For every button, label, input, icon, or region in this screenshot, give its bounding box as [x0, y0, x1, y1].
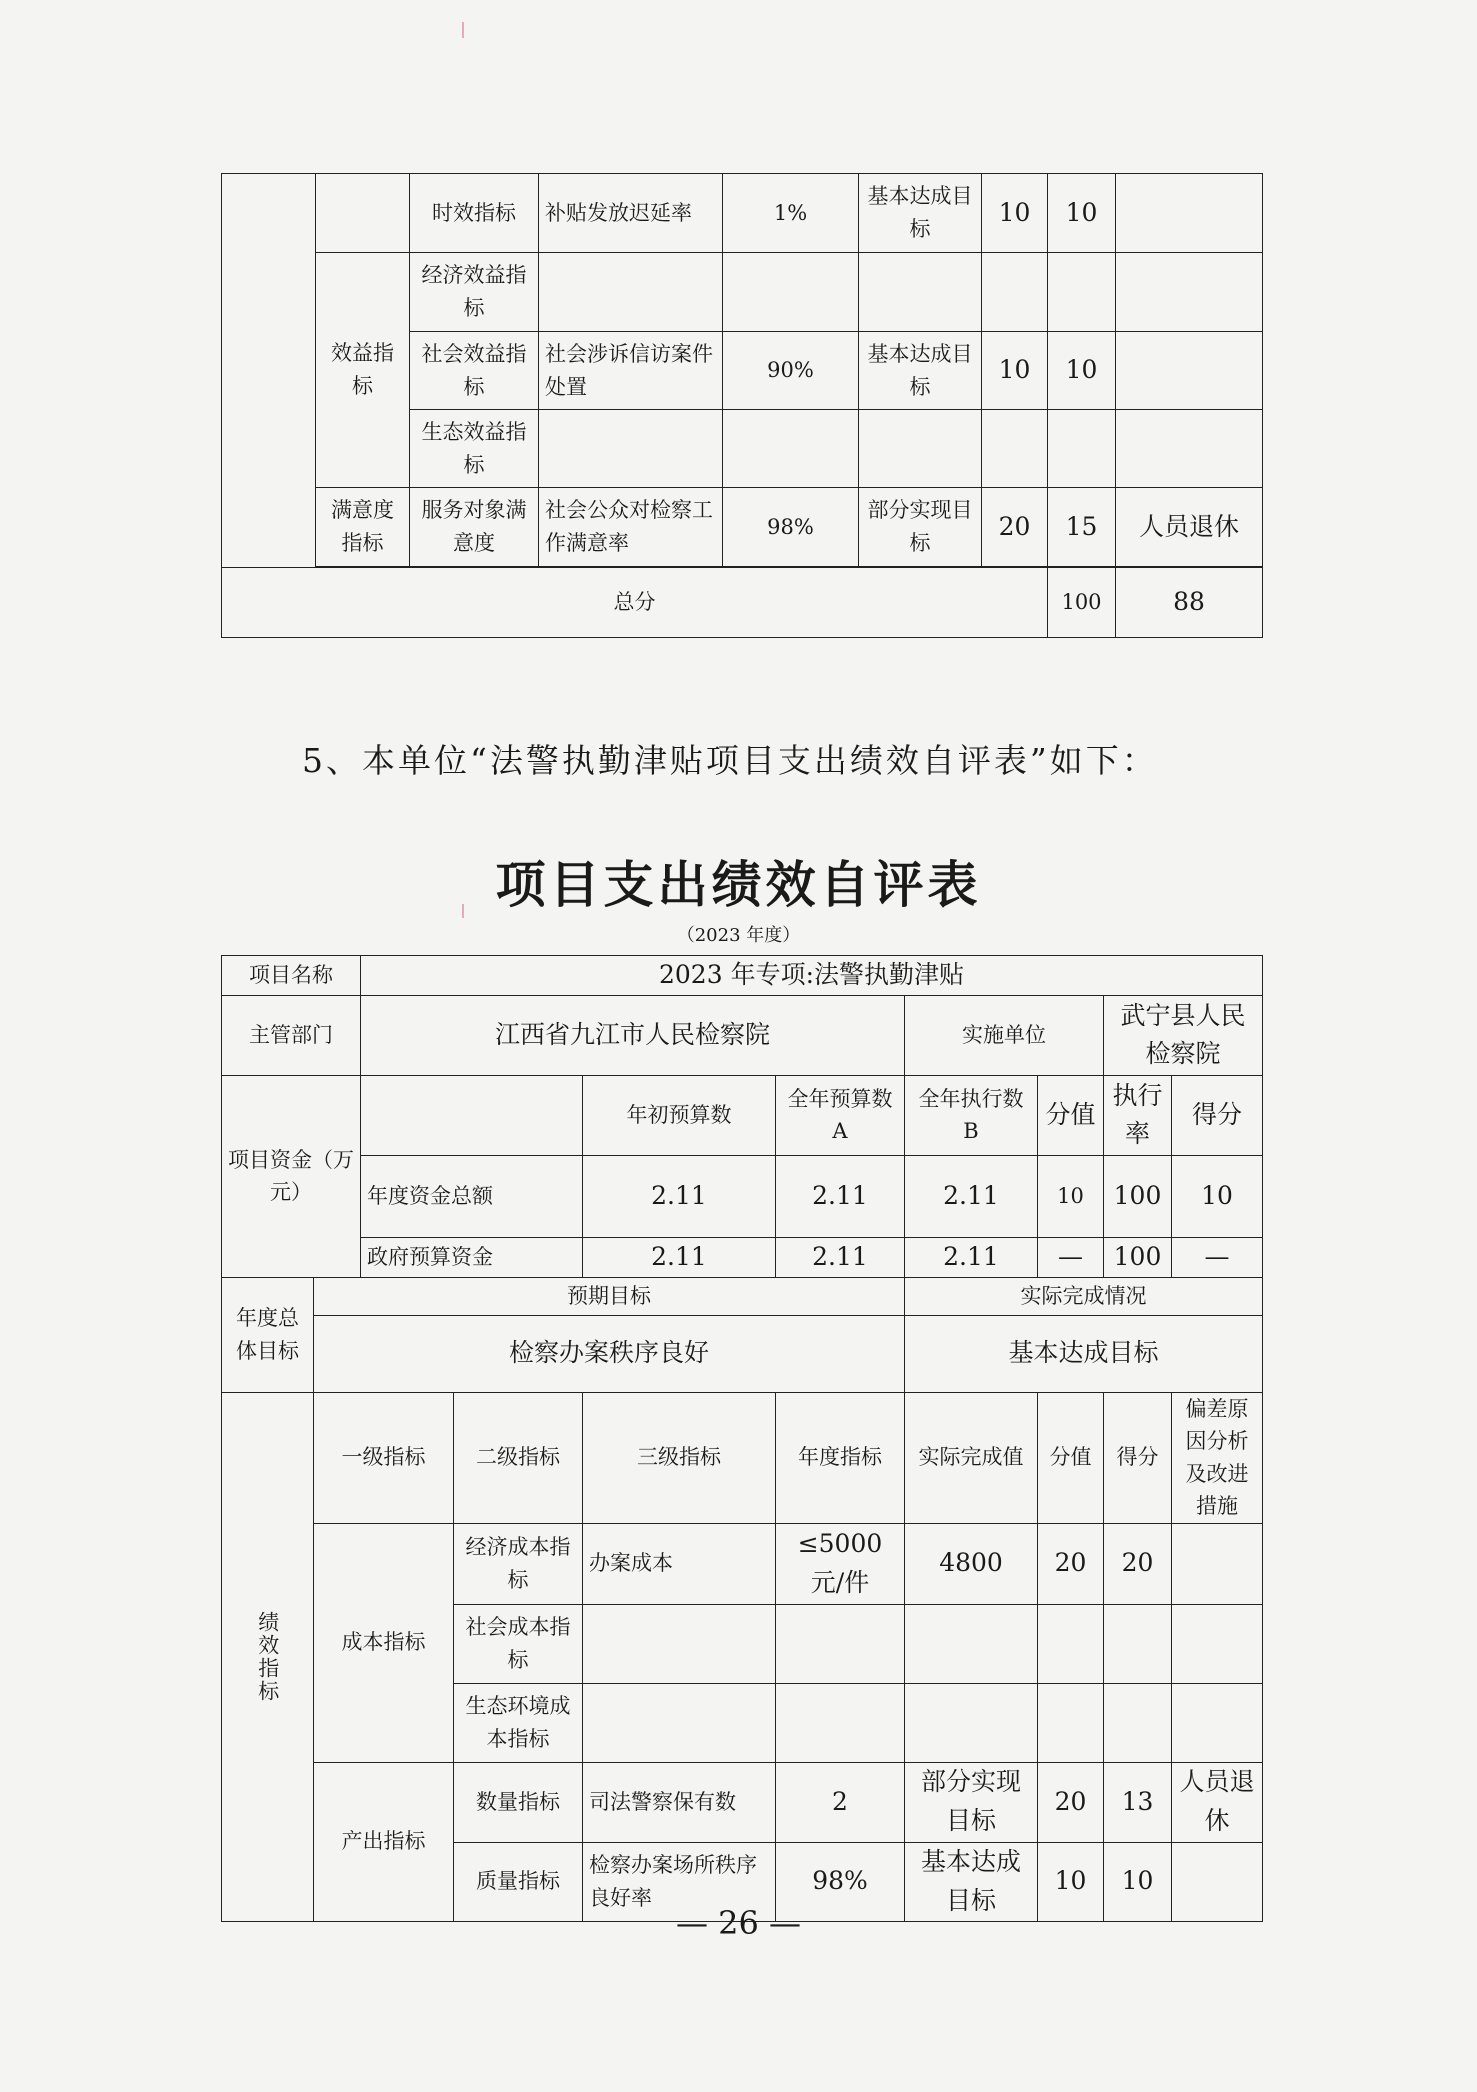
score: 10 — [1104, 1842, 1172, 1921]
project-name-label: 项目名称 — [222, 956, 361, 996]
fund-annual: 2.11 — [776, 1237, 905, 1277]
cost-label: 成本指标 — [314, 1523, 454, 1762]
total-value: 100 — [1048, 568, 1116, 638]
impl-label: 实施单位 — [905, 995, 1104, 1075]
dept-label: 主管部门 — [222, 995, 361, 1075]
reason — [1172, 1683, 1263, 1762]
fund-header-row — [222, 1075, 1263, 1155]
score: 13 — [1104, 1762, 1172, 1842]
score-value: 20 — [1038, 1762, 1104, 1842]
fund-rate: 100 — [1104, 1155, 1172, 1237]
indicator-header-row — [222, 1392, 1263, 1523]
fund-initial: 2.11 — [583, 1155, 776, 1237]
goal-row — [222, 1315, 1263, 1392]
indicator-l3: 社会公众对检察工作满意率 — [539, 488, 723, 567]
fund-header-annual: 全年预算数 A — [776, 1075, 905, 1155]
fund-score: 10 — [1172, 1155, 1263, 1237]
target-value: 90% — [723, 332, 859, 410]
table-row — [222, 488, 1263, 567]
score-value: 20 — [1038, 1523, 1104, 1604]
indicator-l2: 服务对象满意度 — [410, 488, 539, 567]
score-value: 10 — [982, 174, 1048, 253]
reason — [1116, 332, 1263, 410]
score-value — [982, 410, 1048, 488]
header-reason: 偏差原因分析及改进措施 — [1172, 1392, 1263, 1523]
indicator-l3 — [583, 1683, 776, 1762]
actual-value — [905, 1604, 1038, 1683]
score-value: 10 — [982, 332, 1048, 410]
target-value — [776, 1604, 905, 1683]
target-value: ≤5000元/件 — [776, 1523, 905, 1604]
perf-label-cell — [222, 1392, 314, 1921]
score: 10 — [1048, 174, 1116, 253]
year-subtitle: （2023 年度） — [676, 925, 801, 946]
actual-value — [905, 1683, 1038, 1762]
target-value: 1% — [723, 174, 859, 253]
indicator-row — [222, 1523, 1263, 1604]
score — [1048, 253, 1116, 332]
reason — [1116, 253, 1263, 332]
reason: 人员退休 — [1116, 488, 1263, 567]
merged-cell — [222, 174, 316, 568]
goal-actual: 基本达成目标 — [905, 1315, 1263, 1392]
actual-value: 部分实现目标 — [905, 1762, 1038, 1842]
indicator-l1: 满意度指标 — [316, 488, 410, 567]
section-paragraph: 5、本单位“法警执勤津贴项目支出绩效自评表”如下： — [302, 741, 1158, 780]
target-value: 2 — [776, 1762, 905, 1842]
indicator-l3 — [539, 253, 723, 332]
reason: 人员退休 — [1172, 1762, 1263, 1842]
actual-value — [859, 410, 982, 488]
fund-initial: 2.11 — [583, 1237, 776, 1277]
fund-executed: 2.11 — [905, 1237, 1038, 1277]
reason — [1116, 174, 1263, 253]
indicator-l2: 数量指标 — [454, 1762, 583, 1842]
indicator-l2: 社会效益指标 — [410, 332, 539, 410]
seal-mark — [462, 22, 464, 38]
project-name-row — [222, 956, 1263, 996]
fund-executed: 2.11 — [905, 1155, 1038, 1237]
indicator-l3 — [583, 1604, 776, 1683]
indicator-l2: 生态效益指标 — [410, 410, 539, 488]
indicator-l2: 时效指标 — [410, 174, 539, 253]
fund-row-label: 政府预算资金 — [361, 1237, 583, 1277]
reason — [1172, 1604, 1263, 1683]
fund-row — [222, 1155, 1263, 1237]
fund-score: — — [1172, 1237, 1263, 1277]
indicator-l2: 质量指标 — [454, 1842, 583, 1921]
header-l2: 二级指标 — [454, 1392, 583, 1523]
fund-score-value: — — [1038, 1237, 1104, 1277]
reason — [1116, 410, 1263, 488]
score-value: 20 — [982, 488, 1048, 567]
project-name: 2023 年专项:法警执勤津贴 — [361, 956, 1263, 996]
fund-header-score-value: 分值 — [1038, 1075, 1104, 1155]
indicator-l3: 检察办案场所秩序良好率 — [583, 1842, 776, 1921]
page-number: — 26 — — [675, 1904, 802, 1942]
dept-row — [222, 995, 1263, 1075]
fund-header-initial: 年初预算数 — [583, 1075, 776, 1155]
prev-eval-table — [221, 173, 1263, 638]
indicator-l2: 经济效益指标 — [410, 253, 539, 332]
goal-header-row — [222, 1277, 1263, 1315]
target-value: 98% — [723, 488, 859, 567]
total-score: 88 — [1116, 568, 1263, 638]
fund-header-score: 得分 — [1172, 1075, 1263, 1155]
table-row — [222, 253, 1263, 332]
dept: 江西省九江市人民检察院 — [361, 995, 905, 1075]
header-score: 得分 — [1104, 1392, 1172, 1523]
actual-value: 基本达成目标 — [859, 174, 982, 253]
indicator-l3: 社会涉诉信访案件处置 — [539, 332, 723, 410]
goal-label: 年度总体目标 — [222, 1277, 314, 1392]
indicator-l3: 办案成本 — [583, 1523, 776, 1604]
indicator-l2: 社会成本指标 — [454, 1604, 583, 1683]
score — [1048, 410, 1116, 488]
goal-actual-label: 实际完成情况 — [905, 1277, 1263, 1315]
indicator-l3: 补贴发放迟延率 — [539, 174, 723, 253]
actual-value: 基本达成目标 — [859, 332, 982, 410]
score-value — [1038, 1683, 1104, 1762]
score: 15 — [1048, 488, 1116, 567]
score-value: 10 — [1038, 1842, 1104, 1921]
score-value — [982, 253, 1048, 332]
target-value — [723, 410, 859, 488]
header-actual: 实际完成值 — [905, 1392, 1038, 1523]
score — [1104, 1604, 1172, 1683]
actual-value: 基本达成目标 — [905, 1842, 1038, 1921]
merged-cell — [316, 174, 410, 253]
actual-value — [859, 253, 982, 332]
fund-score-value: 10 — [1038, 1155, 1104, 1237]
score — [1104, 1683, 1172, 1762]
actual-value: 4800 — [905, 1523, 1038, 1604]
header-target: 年度指标 — [776, 1392, 905, 1523]
impl: 武宁县人民检察院 — [1104, 995, 1263, 1075]
fund-header-rate: 执行率 — [1104, 1075, 1172, 1155]
header-score-value: 分值 — [1038, 1392, 1104, 1523]
perf-label: 绩效指标 — [255, 1610, 280, 1703]
fund-rate: 100 — [1104, 1237, 1172, 1277]
fund-row-label: 年度资金总额 — [361, 1155, 583, 1237]
indicator-l3: 司法警察保有数 — [583, 1762, 776, 1842]
eval-table — [221, 955, 1263, 1922]
fund-header-executed: 全年执行数 B — [905, 1075, 1038, 1155]
fund-annual: 2.11 — [776, 1155, 905, 1237]
goal-expected: 检察办案秩序良好 — [314, 1315, 905, 1392]
page-title: 项目支出绩效自评表 — [495, 856, 982, 914]
fund-blank — [361, 1075, 583, 1155]
fund-row — [222, 1237, 1263, 1277]
fund-label: 项目资金（万元） — [222, 1075, 361, 1277]
header-l3: 三级指标 — [583, 1392, 776, 1523]
table-row — [222, 174, 1263, 253]
score-value — [1038, 1604, 1104, 1683]
indicator-l3 — [539, 410, 723, 488]
indicator-l2: 经济成本指标 — [454, 1523, 583, 1604]
reason — [1172, 1523, 1263, 1604]
score: 10 — [1048, 332, 1116, 410]
actual-value: 部分实现目标 — [859, 488, 982, 567]
total-label: 总分 — [222, 568, 1048, 638]
header-l1: 一级指标 — [314, 1392, 454, 1523]
total-row — [222, 568, 1263, 638]
indicator-row — [222, 1762, 1263, 1842]
target-value — [723, 253, 859, 332]
score: 20 — [1104, 1523, 1172, 1604]
output-label: 产出指标 — [314, 1762, 454, 1921]
target-value: 98% — [776, 1842, 905, 1921]
indicator-l2: 生态环境成本指标 — [454, 1683, 583, 1762]
indicator-l1: 效益指标 — [316, 253, 410, 488]
target-value — [776, 1683, 905, 1762]
goal-expected-label: 预期目标 — [314, 1277, 905, 1315]
